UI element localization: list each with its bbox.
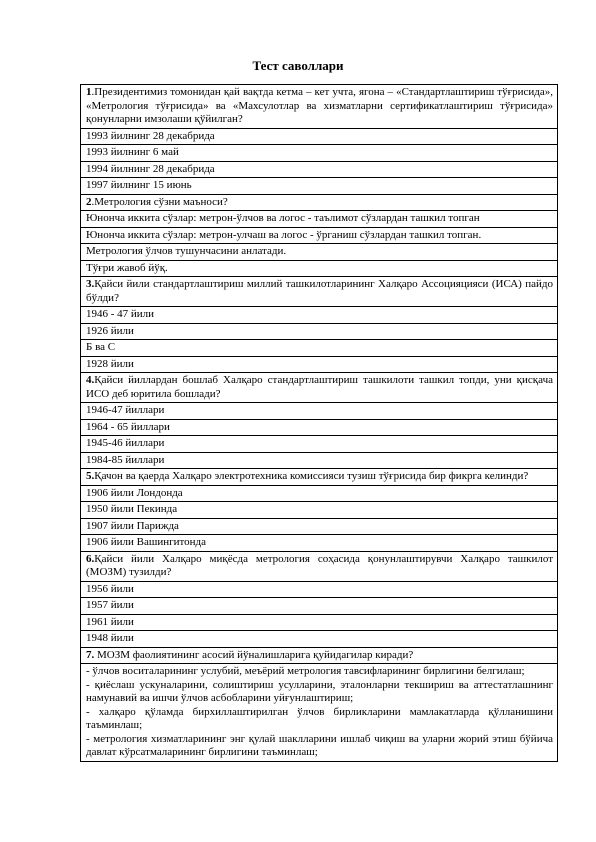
- answer-option[interactable]: 1984-85 йиллари: [81, 452, 558, 469]
- answer-option[interactable]: Б ва С: [81, 340, 558, 357]
- answer-row[interactable]: [81, 598, 558, 615]
- answer-option[interactable]: 1946-47 йиллари: [81, 403, 558, 420]
- answer-row[interactable]: [81, 485, 558, 502]
- answer-row[interactable]: [81, 161, 558, 178]
- question-cell: [81, 277, 558, 307]
- page-title: Тест саволлари: [252, 58, 344, 73]
- question-row: [81, 277, 558, 307]
- question-cell: [81, 647, 558, 664]
- answer-option[interactable]: 1964 - 65 йиллари: [81, 419, 558, 436]
- answer-option[interactable]: 1950 йили Пекинда: [81, 502, 558, 519]
- answer-option[interactable]: 1907 йили Парижда: [81, 518, 558, 535]
- question-text: Қайси йили стандартлаштириш миллий ташкилотларининг Халқаро Ассоцияцияси (ИСА) пайдо бўлди?: [86, 278, 553, 304]
- question-cell: [81, 469, 558, 486]
- question-text: .Метрология сўзни маъноси?: [91, 195, 228, 208]
- bullet-item: - ўлчов воситаларининг услубий, меъёрий метрология тавсифларининг бирлигини белгилаш;: [86, 665, 525, 677]
- question-text: Қайси йили Халқаро миқёсда метрология соҳасида қонунлаштирувчи Халқаро ташкилот (МОЗМ) тузилди?: [86, 552, 553, 578]
- answer-row[interactable]: [81, 356, 558, 373]
- question-text: Қачон ва қаерда Халқаро электротехника комиссияси тузиш тўғрисида бир фикрга келинди?: [94, 470, 529, 482]
- question-row: [81, 85, 558, 129]
- answer-option[interactable]: Тўғри жавоб йўқ.: [81, 260, 558, 277]
- answer-row[interactable]: [81, 145, 558, 162]
- question-row: [81, 194, 558, 211]
- question-row: [81, 647, 558, 664]
- question-cell: [81, 551, 558, 581]
- question-number: 3.: [86, 278, 95, 290]
- bullet-list-cell: [81, 664, 558, 762]
- question-number: 5.: [86, 470, 95, 482]
- question-row: [81, 551, 558, 581]
- answer-row[interactable]: [81, 227, 558, 244]
- question-row: [81, 373, 558, 403]
- answer-row[interactable]: [81, 260, 558, 277]
- question-number: 7.: [86, 648, 95, 661]
- answer-row[interactable]: [81, 502, 558, 519]
- answer-row[interactable]: [81, 244, 558, 261]
- answer-option[interactable]: 1993 йилнинг 6 май: [81, 145, 558, 162]
- question-cell: [81, 85, 558, 129]
- answer-option[interactable]: 1993 йилнинг 28 декабрида: [81, 128, 558, 145]
- answer-row[interactable]: [81, 403, 558, 420]
- answer-row[interactable]: [81, 518, 558, 535]
- question-number: 1: [86, 86, 92, 98]
- answer-option[interactable]: 1961 йили: [81, 614, 558, 631]
- question-row: [81, 469, 558, 486]
- answer-option[interactable]: 1948 йили: [81, 631, 558, 648]
- answer-option[interactable]: 1926 йили: [81, 323, 558, 340]
- bullet-item: - метрология хизматларининг энг қулай шаклларини ишлаб чиқиш ва уларни жорий этиш бўйича давлат кўрсатмаларининг бирлигини таъминлаш;: [86, 732, 553, 758]
- quiz-table: [80, 84, 558, 762]
- answer-row[interactable]: [81, 178, 558, 195]
- answer-option[interactable]: 1946 - 47 йили: [81, 307, 558, 324]
- answer-option[interactable]: 1945-46 йиллари: [81, 436, 558, 453]
- question-text: МОЗМ фаолиятининг асосий йўналишларига қуйидагилар киради?: [94, 648, 414, 661]
- question-cell: [81, 194, 558, 211]
- bullet-item: - халқаро қўламда бирхиллаштирилган ўлчов бирликларини мамлакатларда қўлланишини таъминлаш;: [86, 705, 553, 731]
- answer-row[interactable]: [81, 307, 558, 324]
- question-number: 6.: [86, 552, 95, 565]
- answer-row[interactable]: [81, 419, 558, 436]
- answer-row[interactable]: [81, 128, 558, 145]
- answer-option[interactable]: 1906 йили Вашингитонда: [81, 535, 558, 552]
- answer-option[interactable]: 1957 йили: [81, 598, 558, 615]
- answer-row[interactable]: [81, 323, 558, 340]
- answer-row[interactable]: [81, 614, 558, 631]
- bullet-item: - қиёслаш ускуналарини, солиштириш усулларини, эталонларни текшириш ва аттестатлашнинг намунавий ва ишчи ўлчов асбобларини уйғунлаштириш;: [86, 678, 553, 704]
- answer-row: [81, 664, 558, 762]
- answer-row[interactable]: [81, 535, 558, 552]
- question-number: 4.: [86, 374, 95, 386]
- question-text: Қайси йиллардан бошлаб Халқаро стандартлаштириш ташкилоти ташкил топди, уни қисқача ИСО деб юритила бошлади?: [86, 374, 553, 400]
- answer-row[interactable]: [81, 340, 558, 357]
- question-number: 2: [86, 195, 92, 208]
- answer-row[interactable]: [81, 211, 558, 228]
- answer-option[interactable]: 1994 йилнинг 28 декабрида: [81, 161, 558, 178]
- question-cell: [81, 373, 558, 403]
- answer-row[interactable]: [81, 436, 558, 453]
- answer-row[interactable]: [81, 452, 558, 469]
- answer-option[interactable]: Юнонча иккита сўзлар: метрон-улчаш ва логос - ўрганиш сўзлардан ташкил топган.: [81, 227, 558, 244]
- answer-option[interactable]: 1906 йили Лондонда: [81, 485, 558, 502]
- answer-option[interactable]: 1997 йилнинг 15 июнь: [81, 178, 558, 195]
- question-text: .Президентимиз томонидан қай вақтда кетма – кет учта, ягона – «Стандартлаштириш тўғрисида», «Метрология тўғрисида» ва «Махсулотлар ва хизматларни сертификатлаштириш тўғрисида» қонунларни имзолаши қўйилган?: [86, 86, 553, 125]
- answer-row[interactable]: [81, 631, 558, 648]
- answer-option[interactable]: Метрология ўлчов тушунчасини анлатади.: [81, 244, 558, 261]
- answer-row[interactable]: [81, 581, 558, 598]
- answer-option[interactable]: Юнонча иккита сўзлар: метрон-ўлчов ва логос - таълимот сўзлардан ташкил топган: [81, 211, 558, 228]
- answer-option[interactable]: 1928 йили: [81, 356, 558, 373]
- answer-option[interactable]: 1956 йили: [81, 581, 558, 598]
